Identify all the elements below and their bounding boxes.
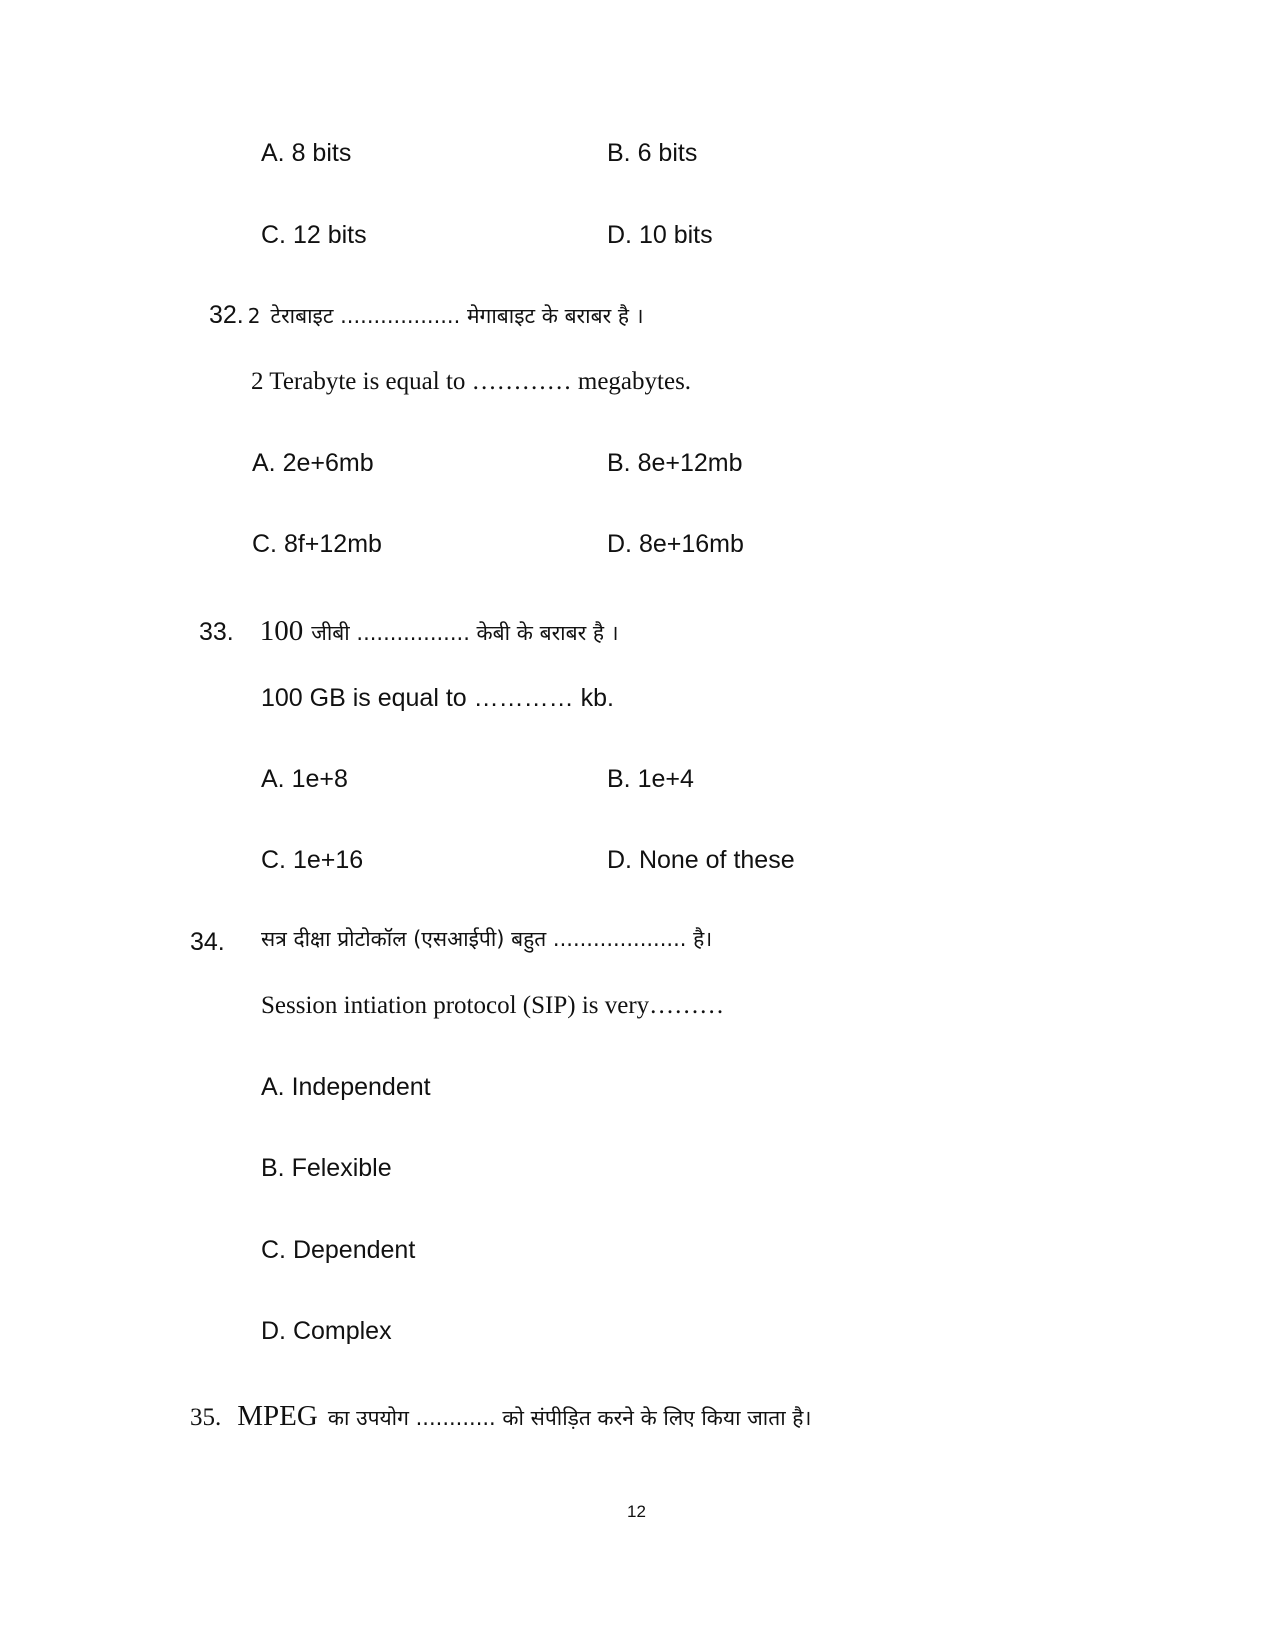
- q32-option-d: D. 8e+16mb: [607, 530, 744, 558]
- question-33-hindi-line: [199, 617, 619, 646]
- question-34-number: 34.: [190, 928, 225, 956]
- q34-option-a: A. Independent: [261, 1073, 431, 1101]
- q34-option-c: C. Dependent: [261, 1236, 416, 1264]
- q33-option-d: D. None of these: [607, 846, 795, 874]
- q33-option-a: A. 1e+8: [261, 765, 348, 793]
- q31-option-d: D. 10 bits: [607, 221, 713, 249]
- q32-option-b: B. 8e+12mb: [607, 449, 743, 477]
- question-hindi-text: जीबी ................. केबी के बराबर है ।: [311, 621, 619, 645]
- question-hindi-text: टेराबाइट .................. मेगाबाइट के बराबर है ।: [270, 304, 644, 328]
- question-32-english: 2 Terabyte is equal to ………… megabytes.: [251, 368, 692, 395]
- q32-option-a: A. 2e+6mb: [252, 449, 374, 477]
- q33-option-c: C. 1e+16: [261, 846, 364, 874]
- question-number: 35.: [190, 1404, 222, 1431]
- q32-option-c: C. 8f+12mb: [252, 530, 382, 558]
- question-34-english: Session intiation protocol (SIP) is very………: [261, 992, 725, 1019]
- question-hindi-prefix: 100: [259, 615, 304, 647]
- q34-option-d: D. Complex: [261, 1317, 392, 1345]
- q34-option-b: B. Felexible: [261, 1154, 392, 1182]
- question-hindi-prefix: 2: [247, 304, 261, 328]
- question-32-hindi-line: [209, 303, 644, 328]
- q31-option-a: A. 8 bits: [261, 139, 352, 167]
- question-33-english: 100 GB is equal to ………… kb.: [261, 684, 614, 712]
- question-number: 32.: [209, 301, 244, 329]
- question-hindi-prefix: MPEG: [237, 1400, 318, 1432]
- question-35-hindi-line: [190, 1402, 811, 1431]
- q31-option-b: B. 6 bits: [607, 139, 698, 167]
- question-number: 33.: [199, 618, 234, 646]
- question-34-hindi: सत्र दीक्षा प्रोटोकॉल (एसआईपी) बहुत .................... है।: [261, 927, 713, 951]
- q33-option-b: B. 1e+4: [607, 765, 694, 793]
- question-hindi-text: का उपयोग ............ को संपीड़ित करने के लिए किया जाता है।: [327, 1406, 812, 1430]
- page-number: 12: [627, 1502, 646, 1521]
- q31-option-c: C. 12 bits: [261, 221, 367, 249]
